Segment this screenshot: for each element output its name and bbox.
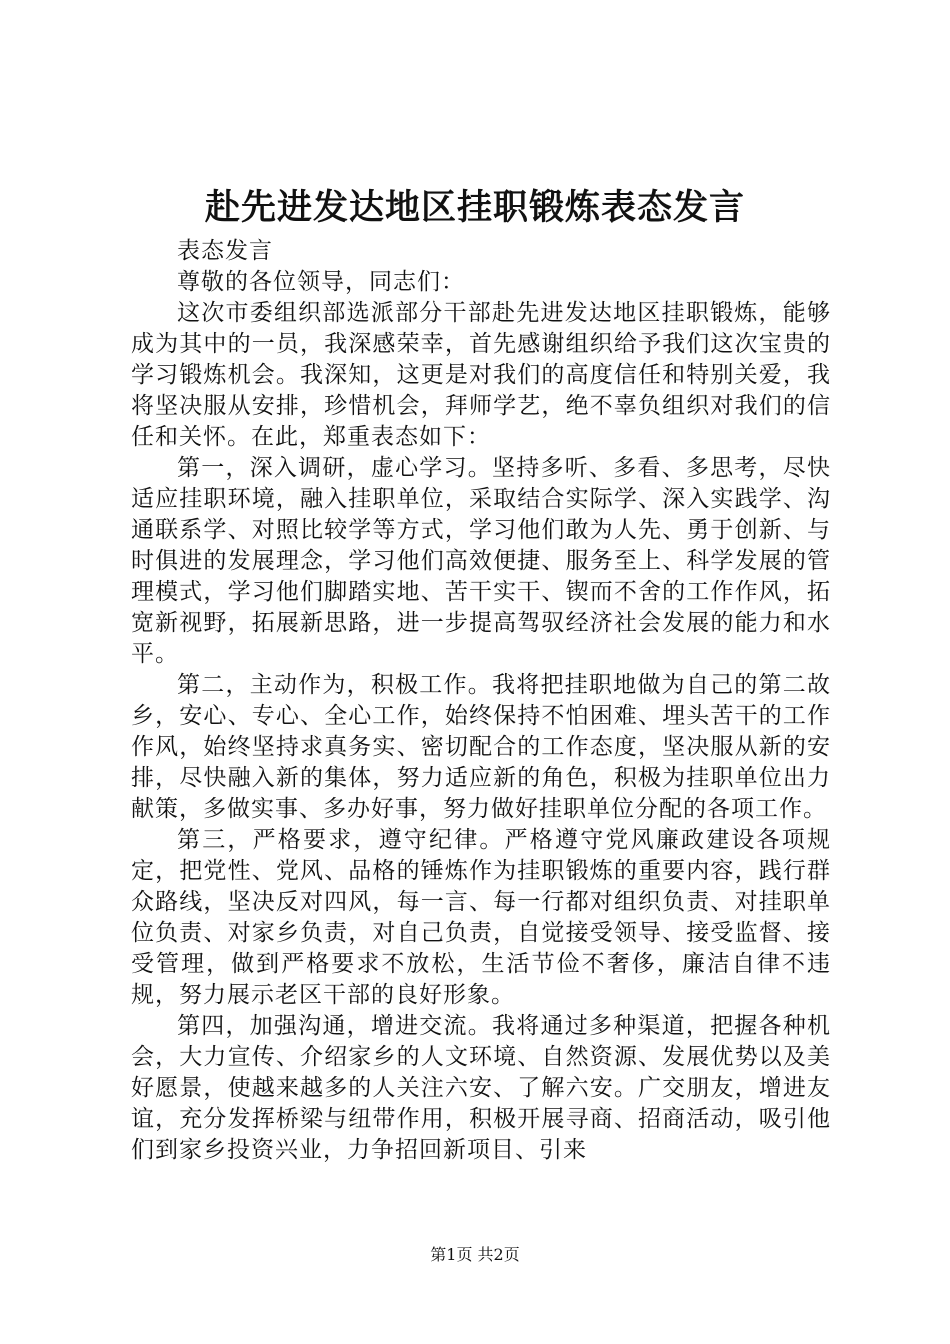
paragraph-point-2: 第二，主动作为，积极工作。我将把挂职地做为自己的第二故乡，安心、专心、全心工作，始终保持不怕困难、埋头苦干的工作作风，始终坚持求真务实、密切配合的工作态度，坚决服从新的安排，尽快融入新的集体，努力适应新的角色，积极为挂职单位出力献策，多做实事、多办好事，努力做好挂职单位分配的各项工作。 — [131, 672, 831, 822]
document-body — [131, 236, 831, 1166]
paragraph-point-1: 第一，深入调研，虚心学习。坚持多听、多看、多思考，尽快适应挂职环境，融入挂职单位，采取结合实际学、深入实践学、沟通联系学、对照比较学等方式，学习他们敢为人先、勇于创新、与时俱进的发展理念，学习他们高效便捷、服务至上、科学发展的管理模式，学习他们脚踏实地、苦干实干、锲而不舍的工作作风，拓宽新视野，拓展新思路，进一步提高驾驭经济社会发展的能力和水平。 — [131, 455, 831, 667]
paragraph-intro: 这次市委组织部选派部分干部赴先进发达地区挂职锻炼，能够成为其中的一员，我深感荣幸，首先感谢组织给予我们这次宝贵的学习锻炼机会。我深知，这更是对我们的高度信任和特别关爱，我将坚决服从安排，珍惜机会，拜师学艺，绝不辜负组织对我们的信任和关怀。在此，郑重表态如下： — [131, 300, 831, 450]
paragraph-heading: 表态发言 — [177, 238, 273, 264]
paragraph-point-3: 第三，严格要求，遵守纪律。严格遵守党风廉政建设各项规定，把党性、党风、品格的锤炼作为挂职锻炼的重要内容，践行群众路线，坚决反对四风，每一言、每一行都对组织负责、对挂职单位负责、对家乡负责，对自己负责，自觉接受领导、接受监督、接受管理，做到严格要求不放松，生活节俭不奢侈，廉洁自律不违规，努力展示老区干部的良好形象。 — [131, 827, 831, 1008]
paragraph-salutation: 尊敬的各位领导，同志们： — [177, 269, 465, 295]
document-title: 赴先进发达地区挂职锻炼表态发言 — [204, 187, 745, 228]
page-number-footer: 第1页 共2页 — [430, 1245, 520, 1264]
paragraph-point-4: 第四，加强沟通，增进交流。我将通过多种渠道，把握各种机会，大力宣传、介绍家乡的人文环境、自然资源、发展优势以及美好愿景，使越来越多的人关注六安、了解六安。广交朋友，增进友谊，充分发挥桥梁与纽带作用，积极开展寻商、招商活动，吸引他们到家乡投资兴业，力争招回新项目、引来 — [131, 1013, 831, 1163]
